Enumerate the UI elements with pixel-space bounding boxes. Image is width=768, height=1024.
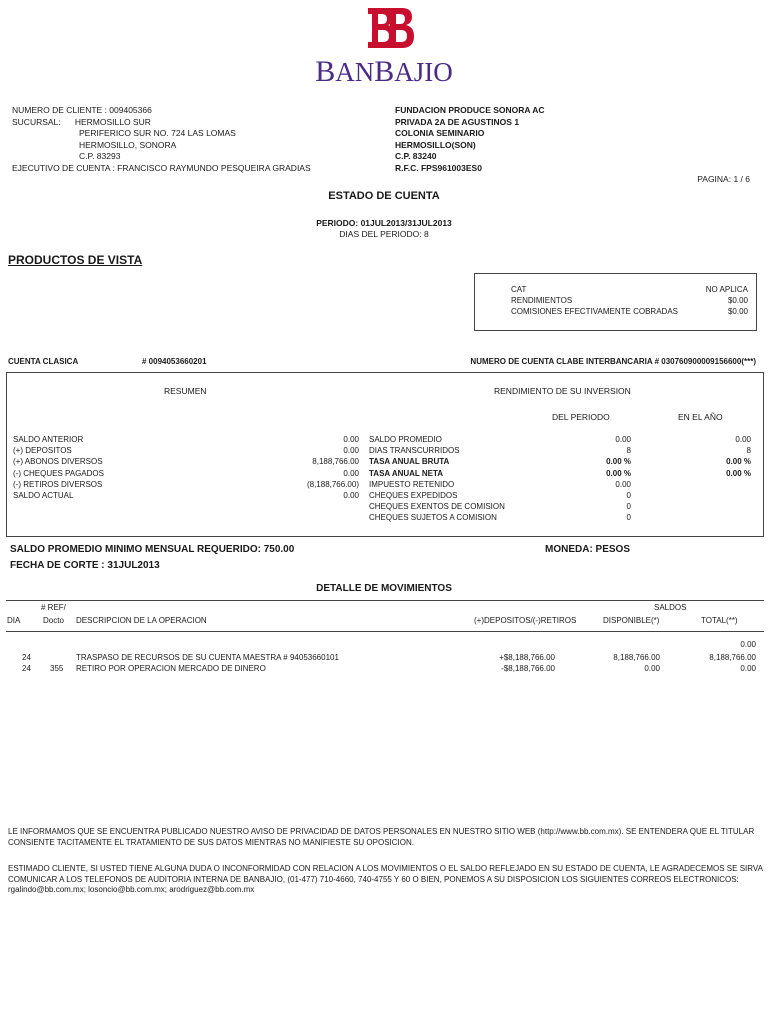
- rendimiento-labels: SALDO PROMEDIO DIAS TRANSCURRIDOS TASA ANUAL BRUTA TASA ANUAL NETA IMPUESTO RETENIDO CHEQUES EXPEDIDOS CHEQUES EXENTOS DE COMISION CHEQUES SUJETOS A COMISION: [369, 435, 505, 523]
- col-en-el-anio: EN EL AÑO: [678, 412, 723, 422]
- banbajio-logo-mark: [364, 6, 416, 50]
- holder-colonia: COLONIA SEMINARIO: [395, 128, 485, 138]
- col-descripcion: DESCRIPCION DE LA OPERACION: [76, 616, 207, 625]
- clabe-number: NUMERO DE CUENTA CLABE INTERBANCARIA # 030760900009156600(***): [470, 357, 756, 366]
- rendimiento-periodo-values: 0.00 8 0.00 % 0.00 % 0.00 0 0 0: [606, 435, 631, 523]
- cat-summary-box: [474, 273, 757, 331]
- client-number: NUMERO DE CLIENTE : 009405366: [12, 105, 152, 115]
- branch-address-3: C.P. 83293: [79, 151, 121, 161]
- holder-name: FUNDACION PRODUCE SONORA AC: [395, 105, 545, 115]
- holder-city: HERMOSILLO(SON): [395, 139, 476, 150]
- col-docto: Docto: [43, 616, 64, 625]
- branch-address-2: HERMOSILLO, SONORA: [79, 139, 177, 150]
- rendimiento-title: RENDIMIENTO DE SU INVERSION: [494, 386, 631, 396]
- col-total: TOTAL(**): [701, 616, 738, 625]
- table-row: 24: [22, 653, 31, 662]
- branch-address-1: PERIFERICO SUR NO. 724 LAS LOMAS: [79, 128, 236, 138]
- currency: MONEDA: PESOS: [545, 544, 631, 555]
- account-type: CUENTA CLASICA: [8, 357, 79, 366]
- cat-row: COMISIONES EFECTIVAMENTE COBRADAS $0.00: [511, 307, 748, 316]
- period-range: PERIODO: 01JUL2013/31JUL2013: [316, 218, 452, 228]
- movements-title: DETALLE DE MOVIMIENTOS: [316, 583, 452, 594]
- resumen-labels: SALDO ANTERIOR (+) DEPOSITOS (+) ABONOS DIVERSOS (-) CHEQUES PAGADOS (-) RETIROS DIVERSOS SALDO ACTUAL: [13, 435, 104, 501]
- holder-rfc: R.F.C. FPS961003ES0: [395, 162, 482, 173]
- client-info: [12, 105, 311, 174]
- minimum-balance: SALDO PROMEDIO MINIMO MENSUAL REQUERIDO: 750.00: [10, 544, 295, 555]
- account-number: # 0094053660201: [142, 357, 207, 366]
- movement-total: 0.00: [740, 664, 756, 673]
- table-row: 24: [22, 664, 31, 673]
- resumen-values: 0.00 0.00 8,188,766.00 0.00 (8,188,766.00) 0.00: [306, 435, 359, 501]
- col-dia: DIA: [7, 616, 21, 625]
- banbajio-logo-text: BANBAJIO: [315, 55, 453, 88]
- resumen-title: RESUMEN: [164, 386, 207, 396]
- account-holder: [395, 105, 545, 174]
- branch-line: SUCURSAL: HERMOSILLO SUR: [12, 116, 151, 127]
- col-disponible: DISPONIBLE(*): [603, 616, 660, 625]
- movement-ref: 355: [50, 664, 64, 673]
- statement-period: [0, 218, 768, 240]
- contact-notice: ESTIMADO CLIENTE, SI USTED TIENE ALGUNA DUDA O INCONFORMIDAD CON RELACION A LOS MOVIMIENTOS O EL SALDO REFLEJADO EN SU ESTADO DE CUENTA, LE AGRADECEMOS SE SIRVA COMUNICAR A LOS TELEFONOS DE AUDITORIA INTERNA DE BANBAJIO, (01-477) 710-4660, 740-4755 Y 60 O BIEN, PONEMOS A SU DISPOSICION LOS SIGUIENTES CORREOS ELECTRONICOS: rgalindo@bb.com.mx; losoncio@bb.com.mx; arodriguez@bb.com.mx: [8, 864, 763, 894]
- cat-row: RENDIMIENTOS $0.00: [511, 296, 748, 305]
- cutoff-date: FECHA DE CORTE : 31JUL2013: [10, 560, 160, 571]
- col-saldos: SALDOS: [654, 603, 687, 612]
- movement-total: 8,188,766.00: [709, 653, 756, 662]
- movement-desc: RETIRO POR OPERACION MERCADO DE DINERO: [76, 664, 266, 673]
- summary-box: [6, 372, 764, 537]
- statement-title: ESTADO DE CUENTA: [328, 190, 440, 202]
- account-executive: EJECUTIVO DE CUENTA : FRANCISCO RAYMUNDO PESQUEIRA GRADIAS: [12, 162, 311, 173]
- holder-cp: C.P. 83240: [395, 151, 437, 161]
- section-title-productos: PRODUCTOS DE VISTA: [8, 253, 143, 267]
- movement-desc: TRASPASO DE RECURSOS DE SU CUENTA MAESTRA # 94053660101: [76, 653, 339, 662]
- col-depositos-retiros: (+)DEPOSITOS/(-)RETIROS: [474, 616, 577, 625]
- movement-disponible: 8,188,766.00: [613, 653, 660, 662]
- privacy-notice: LE INFORMAMOS QUE SE ENCUENTRA PUBLICADO NUESTRO AVISO DE PRIVACIDAD DE DATOS PERSONALES EN NUESTRO SITIO WEB (http://www.bb.com.mx). SE ENTENDERA QUE EL TITULAR CONSIENTE TACITAMENTE EL TRATAMIENTO DE SUS DATOS MIENTRAS NO MANIFIESTE SU OPOSICION.: [8, 827, 755, 847]
- movement-amount: +$8,188,766.00: [499, 653, 555, 662]
- page-number: PAGINA: 1 / 6: [697, 174, 750, 184]
- rendimiento-anio-values: 0.00 8 0.00 % 0.00 %: [726, 435, 751, 478]
- cat-row: CAT NO APLICA: [511, 285, 748, 294]
- col-ref: # REF/: [41, 603, 66, 612]
- opening-total: 0.00: [740, 640, 756, 649]
- holder-street: PRIVADA 2A DE AGUSTINOS 1: [395, 116, 520, 127]
- movement-amount: -$8,188,766.00: [501, 664, 555, 673]
- period-days: DIAS DEL PERIODO: 8: [339, 229, 429, 239]
- col-del-periodo: DEL PERIODO: [552, 412, 610, 422]
- movement-disponible: 0.00: [644, 664, 660, 673]
